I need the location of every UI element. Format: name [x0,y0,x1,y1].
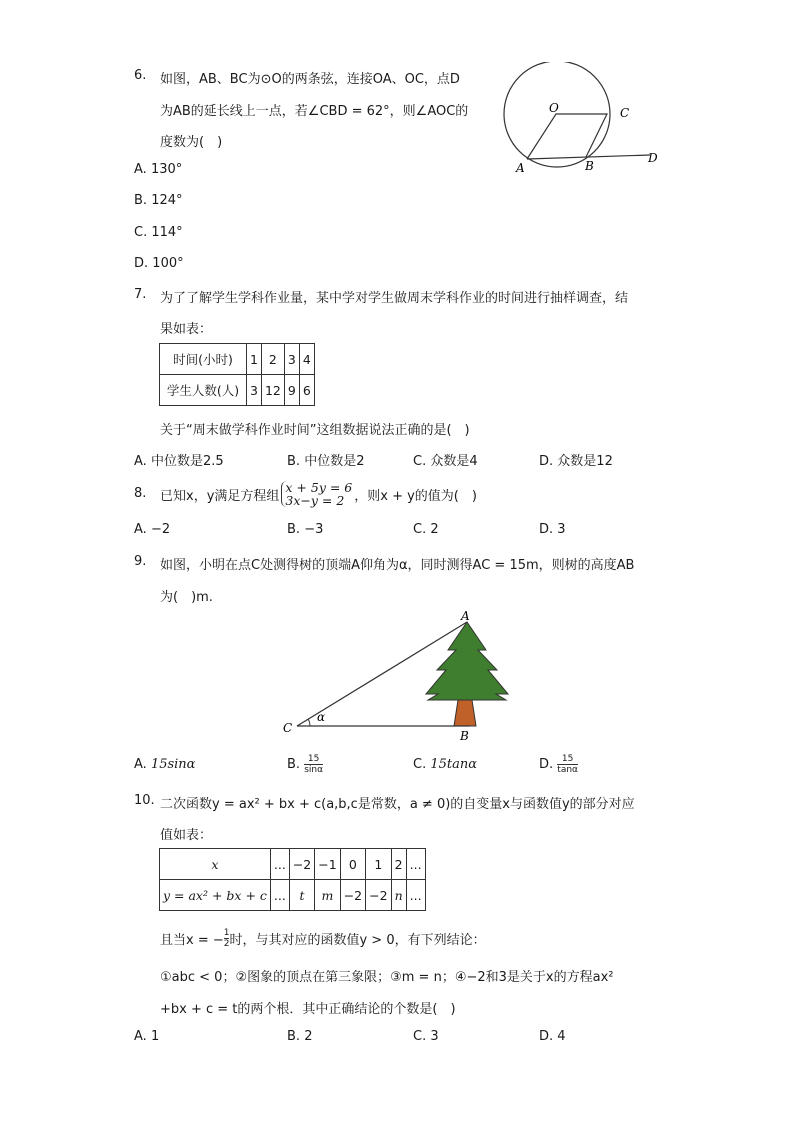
table-cell: ... [270,880,289,911]
angle-arc [308,719,310,726]
table-cell: −2 [366,880,391,911]
q9-option-c[interactable]: C. 15tanα [413,757,478,772]
q7-option-b[interactable]: B. 中位数是2 [287,454,365,469]
label-b: B [585,159,594,173]
table-cell: ... [270,849,289,880]
label-b: B [460,729,469,743]
tree-foliage [426,622,508,700]
q9-stem-line2: 为( )m. [160,590,213,605]
table-row [160,375,315,406]
q8-number: 8. [134,486,147,501]
chords-oa-oc [527,114,607,159]
table-header-cell: 学生人数(人) [160,375,247,406]
q6-option-d[interactable]: D. 100° [134,256,184,271]
fraction: $\frac{15}{\tan\alpha}$ [557,753,578,775]
q10-option-d[interactable]: D. 4 [539,1029,566,1044]
q10-stem-line2: 值如表： [160,828,213,843]
table-cell: 6 [299,375,314,406]
q10-option-c[interactable]: C. 3 [413,1029,439,1044]
table-row [160,344,315,375]
table-cell: 3 [284,344,299,375]
q9-stem-line1: 如图，小明在点C处测得树的顶端A仰角为α，同时测得AC = 15m，则树的高度AB [160,558,635,573]
table-cell: 0 [340,849,365,880]
table-cell: −1 [315,849,340,880]
table-cell: t [289,880,314,911]
table-cell: 4 [299,344,314,375]
table-header-cell: x [160,849,271,880]
table-row [160,880,426,911]
q8-option-b[interactable]: B. −3 [287,522,324,537]
q6-option-b[interactable]: B. 124° [134,193,183,208]
table-cell: 3 [247,375,262,406]
q10-condition: 且当x = − $\frac{1}{2}$ 时，与其对应的函数值y > 0，有下列结论： [160,927,486,949]
q9-option-a[interactable]: A. 15sinα [134,757,196,772]
q8-option-c[interactable]: C. 2 [413,522,439,537]
q6-circle-figure [500,62,670,180]
label-alpha: α [317,710,326,724]
q10-stem-line1: 二次函数y = ax² + bx + c(a,b,c是常数，a ≠ 0)的自变量x与函数值y的部分对应 [160,797,635,812]
q6-stem-line3: 度数为( ) [160,135,223,150]
q7-number: 7. [134,287,147,302]
table-cell: 12 [261,375,284,406]
table-cell: 9 [284,375,299,406]
q6-stem-line2: 为AB的延长线上一点，若∠CBD = 62°，则∠AOC的 [160,104,469,119]
table-cell: 2 [261,344,284,375]
q6-option-c[interactable]: C. 114° [134,225,183,240]
q9-option-b[interactable]: B. $\frac{15}{\sin\alpha}$ [287,753,324,775]
q7-stem-line1: 为了了解学生学科作业量，某中学对学生做周末学科作业的时间进行抽样调查，结 [160,291,629,306]
q7-option-a[interactable]: A. 中位数是2.5 [134,454,224,469]
q8-option-d[interactable]: D. 3 [539,522,566,537]
table-cell: 1 [366,849,391,880]
table-cell: n [391,880,406,911]
q6-stem-line1: 如图，AB、BC为⊙O的两条弦，连接OA、OC，点D [160,72,460,87]
q6-option-a[interactable]: A. 130° [134,162,183,177]
q10-number: 10. [134,793,155,808]
label-a: A [461,609,470,623]
q7-option-c[interactable]: C. 众数是4 [413,454,478,469]
q9-option-d[interactable]: D. $\frac{15}{\tan\alpha}$ [539,753,578,775]
q7-question: 关于“周末做学科作业时间”这组数据说法正确的是( ) [160,423,470,438]
label-c: C [620,106,630,120]
table-header-cell: y = ax² + bx + c [160,880,271,911]
equation-2: 3x−y = 2 [285,493,345,508]
fraction: $\frac{15}{\sin\alpha}$ [304,753,324,775]
table-row [160,849,426,880]
equation-1: x + 5y = 6 [285,480,353,495]
label-o: O [549,101,559,115]
q8-stem [160,478,477,510]
q7-data-table [159,343,315,406]
equation-system [281,481,352,507]
table-cell: m [315,880,340,911]
table-cell: −2 [289,849,314,880]
table-cell: 2 [391,849,406,880]
q10-value-table [159,848,426,911]
label-d: D [648,151,658,165]
q7-stem-line2: 果如表： [160,322,213,337]
label-c: C [283,721,293,735]
fraction: $\frac{1}{2}$ [223,927,230,949]
table-cell: ... [406,880,425,911]
q10-option-b[interactable]: B. 2 [287,1029,313,1044]
q9-tree-figure [280,608,515,743]
q8-stem-prefix: 已知x，y满足方程组 [160,488,280,504]
q8-stem-suffix: ，则x + y的值为( ) [354,488,477,504]
q10-option-a[interactable]: A. 1 [134,1029,160,1044]
tree-trunk [454,700,476,726]
table-cell: 1 [247,344,262,375]
q10-conclusions-line2: +bx + c = t的两个根．其中正确结论的个数是( ) [160,1002,456,1017]
q8-option-a[interactable]: A. −2 [134,522,171,537]
table-cell: −2 [340,880,365,911]
q7-option-d[interactable]: D. 众数是12 [539,454,613,469]
table-header-cell: 时间(小时) [160,344,247,375]
q9-number: 9. [134,554,147,569]
q6-number: 6. [134,68,147,83]
table-cell: ... [406,849,425,880]
label-a: A [516,161,525,175]
q10-conclusions-line1: ①abc < 0；②图象的顶点在第三象限；③m = n；④−2和3是关于x的方程ax² [160,970,614,985]
